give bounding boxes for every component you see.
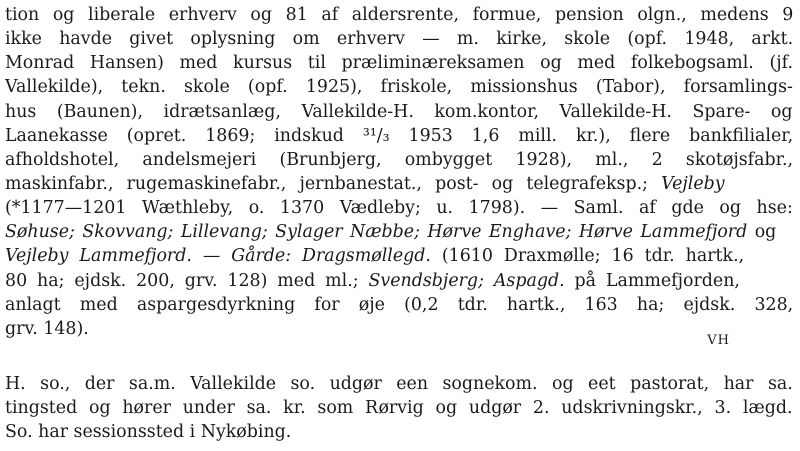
text-line: (*1177—1201 Wæthleby, o. 1370 Vædleby; u. 1798). — Saml. af gde og hse: [5, 198, 793, 218]
author-signature: VH [707, 333, 730, 348]
place-name-list: Svendsbjerg; Aspagd. [368, 271, 565, 291]
text-line: tingsted og hører under sa. kr. som Rørvig og udgør 2. udskrivningskr., 3. lægd. [5, 398, 793, 418]
text-line [5, 245, 744, 267]
place-name: Vejleby [661, 174, 725, 194]
text-line: grv. 148). [5, 319, 89, 339]
text-line: tion og liberale erhverv og 81 af aldersrente, formue, pension olgn., medens 9 [5, 5, 793, 25]
text-line [5, 173, 725, 195]
text-segment: og [754, 222, 777, 242]
text-line: afholdshotel, andelsmejeri (Brunbjerg, ombygget 1928), ml., 2 skotøjsfabr., [5, 150, 793, 170]
text-line: anlagt med aspargesdyrkning for øje (0,2 tdr. hartk., 163 ha; ejdsk. 328, [5, 295, 793, 315]
text-line: Laanekasse (opret. 1869; indskud ³¹/₃ 1953 1,6 mill. kr.), flere bankfilialer, [5, 126, 793, 146]
text-segment: 80 ha; ejdsk. 200, grv. 128) med ml.; [5, 271, 359, 291]
place-name-list: Søhuse; Skovvang; Lillevang; Sylager Næbbe; Hørve Enghave; Hørve Lammefjord [5, 222, 748, 242]
text-segment: på Lammefjorden, [574, 271, 740, 291]
text-line: Monrad Hansen) med kursus til præliminæreksamen og med folkebogsaml. (jf. [5, 53, 793, 73]
text-line: So. har sessionssted i Nykøbing. [5, 422, 292, 442]
text-segment: (1610 Draxmølle; 16 tdr. hartk., [441, 246, 745, 266]
document-page [5, 0, 793, 451]
text-line: H. so., der sa.m. Vallekilde so. udgør een sognekom. og eet pastorat, har sa. [5, 374, 793, 394]
text-line: ikke havde givet oplysning om erhverv — m. kirke, skole (opf. 1948, arkt. [5, 29, 793, 49]
text-line: hus (Baunen), idrætsanlæg, Vallekilde-H. kom.kontor, Vallekilde-H. Spare- og [5, 102, 793, 122]
place-name-list: Vejleby Lammefjord. — Gårde: Dragsmøllegd. [5, 246, 431, 266]
text-segment: maskinfabr., rugemaskinefabr., jernbanestat., post- og telegrafeksp.; [5, 174, 648, 194]
text-line [5, 221, 776, 243]
text-line: Vallekilde), tekn. skole (opf. 1925), friskole, missionshus (Tabor), forsamlings- [5, 77, 793, 97]
text-line [5, 270, 740, 292]
